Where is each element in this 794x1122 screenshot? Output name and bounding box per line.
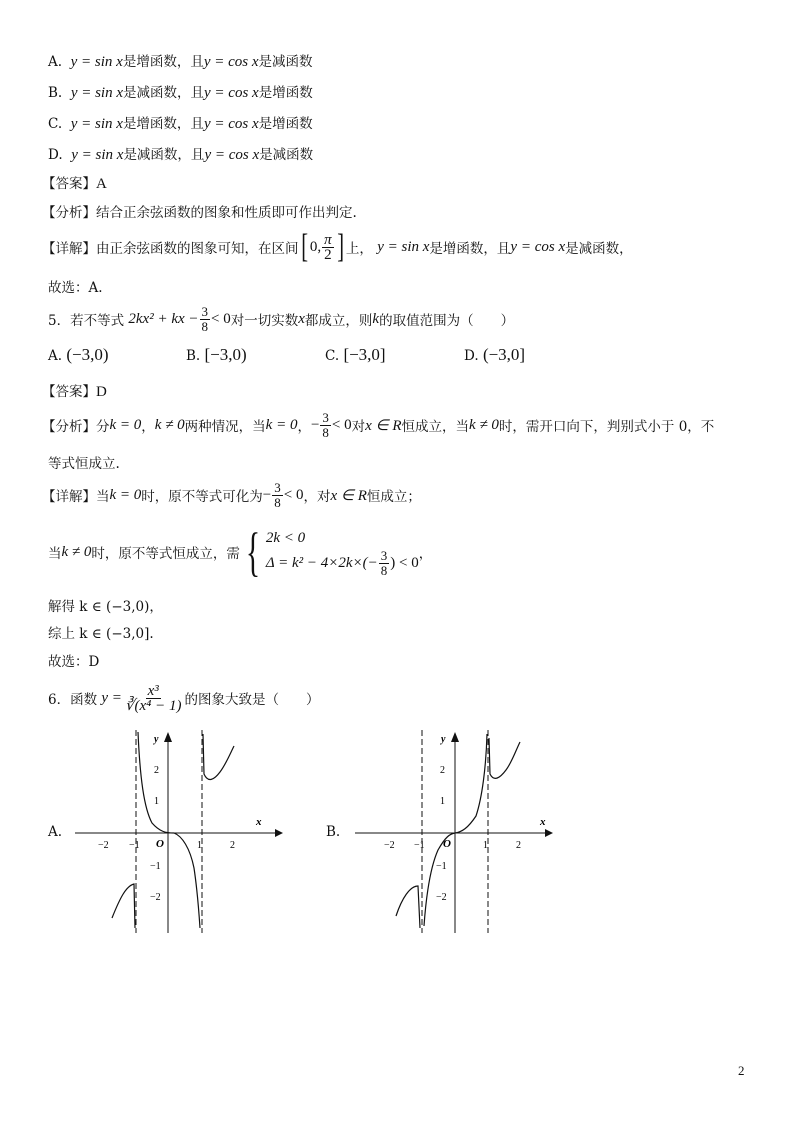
graph-b-curve-left [396, 886, 420, 928]
q5-analysis: 【分析】 分 k = 0 ， k ≠ 0 两种情况，当 k = 0 ， − $\frac{3}{8}$ < 0 对 x ∈ R 恒成立，当 k ≠ 0 时，需开口向下，判别式小于 0，不 [42, 409, 715, 440]
q4-analysis: 【分析】结合正余弦函数的图象和性质即可作出判定. [42, 205, 357, 221]
graph-a-tick-x-2: 2 [230, 840, 235, 851]
q5-option-d: D. (−3,0] [464, 345, 526, 364]
page-number: 2 [738, 1063, 745, 1078]
graph-b [350, 728, 570, 938]
graph-a [70, 728, 290, 938]
graph-a-x-arrow [275, 829, 283, 837]
graph-b-tick-x-neg1: −1 [414, 840, 425, 851]
q5-option-b: B. [−3,0) [186, 345, 247, 364]
graph-b-y-arrow [451, 732, 459, 742]
graph-a-label: A. [48, 824, 63, 840]
graph-b-tick-x-neg2: −2 [384, 840, 395, 851]
q6-stem: 6． 函数 y = $\frac{\text{x³}}{\text{∛(x⁴ − 1)}}$ 的图象大致是（ ） [48, 682, 320, 714]
graph-b-label: B. [326, 824, 341, 840]
graph-b-curve-right [489, 738, 520, 778]
q4-option-b: B. y = sin x是减函数，且y = cos x是增函数 [48, 85, 313, 101]
graph-a-curve-left [112, 884, 135, 928]
graph-b-tick-y-neg2: −2 [436, 892, 447, 903]
graph-a-tick-y-2: 2 [154, 765, 159, 776]
graph-b-tick-x-1: 1 [483, 840, 488, 851]
graph-b-x-label: x [540, 816, 546, 828]
graph-a-curve-middle [138, 732, 200, 928]
graph-b-y-label: y [441, 734, 446, 745]
graph-b-tick-y-1: 1 [440, 796, 445, 807]
graph-a-tick-y-1: 1 [154, 796, 159, 807]
graph-a-y-label: y [154, 734, 159, 745]
q4-choose: 故选：A. [48, 280, 103, 296]
q4-detail: 【详解】 由正余弦函数的图象可知，在区间 [ 0, $\frac{\pi}{2}$ ] 上， y = sin x 是增函数，且 y = cos x 是减函数， [42, 228, 633, 265]
q4-option-d: D. y = sin x是减函数，且y = cos x是减函数 [48, 147, 314, 163]
q5-detail-system: 当 k ≠ 0 时，原不等式恒成立，需 { 2k < 0 Δ = k² − 4×2k×(− $\frac{3}{8}$ ) < 0 ， [48, 522, 433, 582]
q5-answer: 【答案】D [42, 384, 107, 400]
graph-b-tick-y-neg1: −1 [436, 861, 447, 872]
q4-option-c: C. y = sin x是增函数，且y = cos x是增函数 [48, 116, 313, 132]
graph-b-tick-x-2: 2 [516, 840, 521, 851]
q5-choose: 故选：D [48, 654, 100, 670]
q4-option-a: A. y = sin x是增函数，且y = cos x是减函数 [48, 54, 313, 70]
graph-a-curve-right [203, 734, 234, 780]
graph-a-tick-x-neg2: −2 [98, 840, 109, 851]
q5-solve: 解得 k ∈ (−3,0)， [48, 599, 163, 615]
graph-a-y-arrow [164, 732, 172, 742]
q5-combine: 综上 k ∈ (−3,0]. [48, 626, 154, 642]
q5-stem: 5． 若不等式 2kx² + kx − $\frac{3}{8}$ < 0 对一切实数 x 都成立，则 k 的取值范围为（ ） [48, 303, 515, 334]
graph-a-tick-y-neg2: −2 [150, 892, 161, 903]
graph-a-tick-x-neg1: −1 [129, 840, 140, 851]
q5-analysis-line2: 等式恒成立. [48, 456, 120, 472]
graph-a-x-label: x [256, 816, 262, 828]
graph-a-tick-x-1: 1 [197, 840, 202, 851]
graph-b-origin: O [443, 838, 451, 850]
graph-b-x-arrow [545, 829, 553, 837]
graph-a-tick-y-neg1: −1 [150, 861, 161, 872]
graph-b-tick-y-2: 2 [440, 765, 445, 776]
graph-a-origin: O [156, 838, 164, 850]
q5-detail: 【详解】 当 k = 0 时，原不等式可化为 − $\frac{3}{8}$ < 0 ，对 x ∈ R 恒成立； [42, 479, 421, 510]
q5-option-a: A. (−3,0) [48, 345, 109, 364]
q5-option-c: C. [−3,0] [325, 345, 386, 364]
q4-answer: 【答案】A [42, 176, 107, 192]
